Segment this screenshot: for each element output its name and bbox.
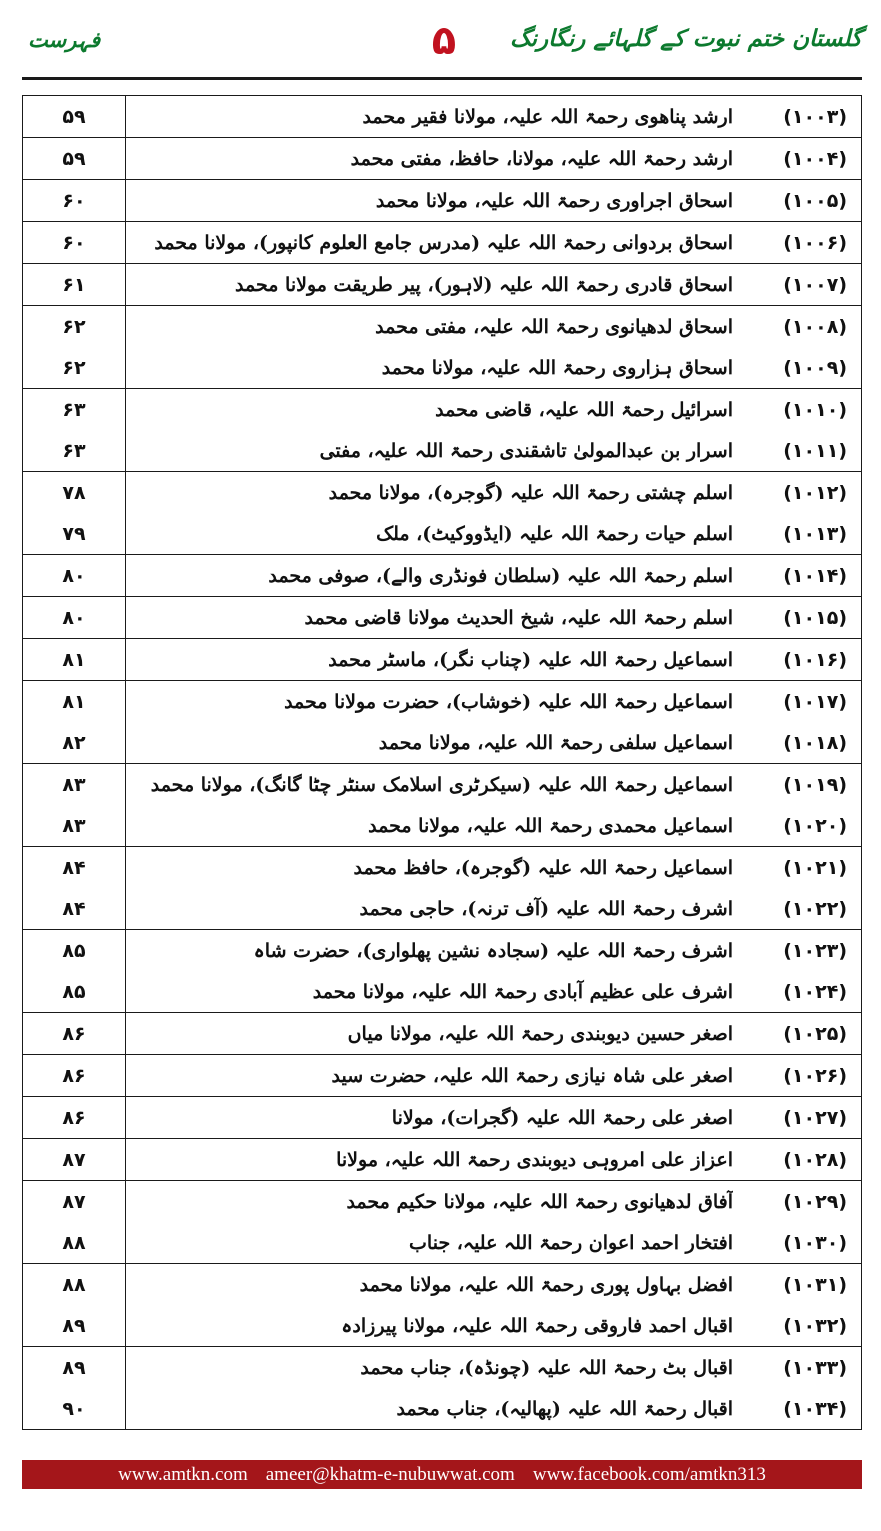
entry-name: آفاق لدھیانوی رحمۃ اللہ علیہ، مولانا حکیم محمد [346, 1190, 733, 1213]
table-row [23, 1097, 861, 1138]
entry-serial-number: (۱۰۳۲) [783, 1314, 847, 1337]
entry-group [23, 596, 861, 638]
entry-serial-number: (۱۰۱۲) [783, 481, 847, 504]
entry-name: اسلم رحمۃ اللہ علیہ (سلطان فونڈری والے)، صوفی محمد [268, 564, 733, 587]
entry-page-number: ۸۷ [23, 1139, 126, 1180]
entry-serial-number: (۱۰۲۶) [783, 1064, 847, 1087]
table-row [23, 180, 861, 221]
table-row [23, 847, 861, 888]
page-number: ۵ [431, 18, 457, 64]
entry-page-number: ۶۲ [23, 347, 126, 388]
entry-page-number: ۶۱ [23, 264, 126, 305]
entry-name: اشرف رحمۃ اللہ علیہ (آف ترنہ)، حاجی محمد [359, 897, 733, 920]
entry-page-number: ۸۸ [23, 1222, 126, 1263]
entry-name: اسحاق قادری رحمۃ اللہ علیہ (لاہور)، پیر طریقت مولانا محمد [235, 273, 733, 296]
entry-group [23, 1180, 861, 1263]
entry-group [23, 471, 861, 554]
entry-name: اشرف علی عظیم آبادی رحمۃ اللہ علیہ، مولانا محمد [312, 980, 733, 1003]
table-row [23, 888, 861, 929]
book-title: گلستان ختم نبوت کے گلہائے رنگارنگ [510, 26, 862, 52]
entry-name: افتخار احمد اعوان رحمۃ اللہ علیہ، جناب [409, 1231, 733, 1254]
entry-page-number: ۵۹ [23, 96, 126, 137]
entry-page-number: ۶۳ [23, 430, 126, 471]
entry-name: اسماعیل رحمۃ اللہ علیہ (سیکرٹری اسلامک سنٹر چٹا گانگ)، مولانا محمد [150, 773, 733, 796]
entry-page-number: ۸۳ [23, 805, 126, 846]
footer-email-link[interactable]: ameer@khatm-e-nubuwwat.com [265, 1463, 515, 1485]
entry-group [23, 137, 861, 179]
entry-page-number: ۷۹ [23, 513, 126, 554]
entry-page-number: ۸۷ [23, 1181, 126, 1222]
table-row [23, 1347, 861, 1388]
entry-page-number: ۸۶ [23, 1055, 126, 1096]
entry-name: اسحاق ہزاروی رحمۃ اللہ علیہ، مولانا محمد [381, 356, 733, 379]
footer-bar [22, 1460, 862, 1489]
entry-serial-number: (۱۰۱۸) [783, 731, 847, 754]
entry-serial-number: (۱۰۱۵) [783, 606, 847, 629]
table-row [23, 96, 861, 137]
table-row [23, 555, 861, 596]
table-row [23, 389, 861, 430]
table-row [23, 1055, 861, 1096]
entry-name: ارشد پناھوی رحمۃ اللہ علیہ، مولانا فقیر محمد [362, 105, 733, 128]
entry-group [23, 305, 861, 388]
entry-serial-number: (۱۰۲۸) [783, 1148, 847, 1171]
entry-name: اقبال رحمۃ اللہ علیہ (پھالیہ)، جناب محمد [396, 1397, 733, 1420]
entry-page-number: ۸۵ [23, 971, 126, 1012]
entry-page-number: ۸۱ [23, 681, 126, 722]
section-label: فہرست [28, 28, 101, 52]
entry-page-number: ۸۵ [23, 930, 126, 971]
entry-group [23, 1012, 861, 1054]
table-row [23, 472, 861, 513]
entry-page-number: ۵۹ [23, 138, 126, 179]
table-row [23, 1222, 861, 1263]
entry-serial-number: (۱۰۱۱) [783, 439, 847, 462]
table-row [23, 1139, 861, 1180]
entry-name: اقبال بٹ رحمۃ اللہ علیہ (چونڈہ)، جناب محمد [360, 1356, 733, 1379]
entry-serial-number: (۱۰۱۴) [783, 564, 847, 587]
table-row [23, 805, 861, 846]
entry-serial-number: (۱۰۱۳) [783, 522, 847, 545]
entry-page-number: ۶۲ [23, 306, 126, 347]
entry-page-number: ۸۸ [23, 1264, 126, 1305]
table-row [23, 639, 861, 680]
entry-page-number: ۸۴ [23, 888, 126, 929]
entry-name: اسرار بن عبدالمولیٰ تاشقندی رحمۃ اللہ علیہ، مفتی [319, 439, 733, 462]
entry-group [23, 763, 861, 846]
table-row [23, 722, 861, 763]
entry-group [23, 554, 861, 596]
table-row [23, 1305, 861, 1346]
entry-serial-number: (۱۰۲۹) [783, 1190, 847, 1213]
entry-serial-number: (۱۰۱۶) [783, 648, 847, 671]
table-row [23, 681, 861, 722]
table-row [23, 347, 861, 388]
entry-name: اعزاز علی امروہی دیوبندی رحمۃ اللہ علیہ، مولانا [336, 1148, 733, 1171]
entry-page-number: ۸۶ [23, 1097, 126, 1138]
entry-name: اسحاق اجراوری رحمۃ اللہ علیہ، مولانا محمد [375, 189, 733, 212]
index-table [22, 95, 862, 1430]
entry-serial-number: (۱۰۱۰) [783, 398, 847, 421]
entry-name: اقبال احمد فاروقی رحمۃ اللہ علیہ، مولانا پیرزادہ [341, 1314, 733, 1337]
entry-group [23, 1138, 861, 1180]
footer-facebook-link[interactable]: www.facebook.com/amtkn313 [532, 1463, 766, 1485]
entry-page-number: ۸۲ [23, 722, 126, 763]
entry-page-number: ۸۰ [23, 555, 126, 596]
entry-serial-number: (۱۰۲۵) [783, 1022, 847, 1045]
entry-serial-number: (۱۰۲۳) [783, 939, 847, 962]
entry-name: اسماعیل سلفی رحمۃ اللہ علیہ، مولانا محمد [378, 731, 733, 754]
entry-group [23, 1096, 861, 1138]
entry-group [23, 680, 861, 763]
entry-name: اصغر حسین دیوبندی رحمۃ اللہ علیہ، مولانا میاں [347, 1022, 733, 1045]
entry-serial-number: (۱۰۰۷) [783, 273, 847, 296]
table-row [23, 306, 861, 347]
table-row [23, 1013, 861, 1054]
entry-page-number: ۸۹ [23, 1305, 126, 1346]
table-row [23, 1264, 861, 1305]
entry-name: اسلم چشتی رحمۃ اللہ علیہ (گوجرہ)، مولانا محمد [328, 481, 733, 504]
entry-name: اسحاق لدھیانوی رحمۃ اللہ علیہ، مفتی محمد [375, 315, 733, 338]
table-row [23, 264, 861, 305]
entry-serial-number: (۱۰۰۸) [783, 315, 847, 338]
entry-page-number: ۶۰ [23, 222, 126, 263]
table-row [23, 138, 861, 179]
entry-serial-number: (۱۰۰۶) [783, 231, 847, 254]
entry-serial-number: (۱۰۲۴) [783, 980, 847, 1003]
entry-serial-number: (۱۰۱۷) [783, 690, 847, 713]
entry-serial-number: (۱۰۳۱) [783, 1273, 847, 1296]
entry-name: اسماعیل رحمۃ اللہ علیہ (خوشاب)، حضرت مولانا محمد [284, 690, 733, 713]
entry-name: اسرائیل رحمۃ اللہ علیہ، قاضی محمد [435, 398, 733, 421]
entry-name: اسحاق بردوانی رحمۃ اللہ علیہ (مدرس جامع العلوم کانپور)، مولانا محمد [154, 231, 733, 254]
entry-name: اسلم رحمۃ اللہ علیہ، شیخ الحدیث مولانا قاضی محمد [304, 606, 733, 629]
table-row [23, 1388, 861, 1429]
entry-page-number: ۹۰ [23, 1388, 126, 1429]
entry-name: اسماعیل رحمۃ اللہ علیہ (چناب نگر)، ماسٹر محمد [328, 648, 733, 671]
entry-page-number: ۸۰ [23, 597, 126, 638]
entry-group [23, 929, 861, 1012]
entry-group [23, 96, 861, 137]
table-row [23, 971, 861, 1012]
table-row [23, 930, 861, 971]
entry-page-number: ۸۱ [23, 639, 126, 680]
entry-serial-number: (۱۰۲۷) [783, 1106, 847, 1129]
entry-name: ارشد رحمۃ اللہ علیہ، مولانا، حافظ، مفتی محمد [350, 147, 733, 170]
entry-page-number: ۶۳ [23, 389, 126, 430]
entry-page-number: ۸۴ [23, 847, 126, 888]
entry-serial-number: (۱۰۳۰) [783, 1231, 847, 1254]
entry-page-number: ۶۰ [23, 180, 126, 221]
entry-group [23, 1054, 861, 1096]
page-header [22, 18, 862, 74]
entry-serial-number: (۱۰۰۴) [783, 147, 847, 170]
entry-page-number: ۸۳ [23, 764, 126, 805]
entry-page-number: ۸۶ [23, 1013, 126, 1054]
entry-serial-number: (۱۰۱۹) [783, 773, 847, 796]
entry-group [23, 638, 861, 680]
entry-page-number: ۷۸ [23, 472, 126, 513]
table-row [23, 1181, 861, 1222]
entry-serial-number: (۱۰۰۹) [783, 356, 847, 379]
entry-serial-number: (۱۰۲۱) [783, 856, 847, 879]
table-row [23, 222, 861, 263]
entry-serial-number: (۱۰۰۳) [783, 105, 847, 128]
table-row [23, 430, 861, 471]
entry-group [23, 179, 861, 221]
entry-group [23, 221, 861, 263]
entry-serial-number: (۱۰۲۲) [783, 897, 847, 920]
entry-serial-number: (۱۰۳۳) [783, 1356, 847, 1379]
entry-name: اسماعیل رحمۃ اللہ علیہ (گوجرہ)، حافظ محمد [353, 856, 733, 879]
entry-serial-number: (۱۰۰۵) [783, 189, 847, 212]
entry-name: اسلم حیات رحمۃ اللہ علیہ (ایڈووکیٹ)، ملک [376, 522, 733, 545]
entry-group [23, 1346, 861, 1429]
entry-page-number: ۸۹ [23, 1347, 126, 1388]
entry-name: اصغر علی رحمۃ اللہ علیہ (گجرات)، مولانا [391, 1106, 733, 1129]
table-row [23, 597, 861, 638]
header-divider [22, 77, 862, 80]
entry-name: اصغر علی شاہ نیازی رحمۃ اللہ علیہ، حضرت سید [331, 1064, 733, 1087]
entry-serial-number: (۱۰۳۴) [783, 1397, 847, 1420]
entry-group [23, 1263, 861, 1346]
entry-group [23, 263, 861, 305]
entry-group [23, 388, 861, 471]
entry-serial-number: (۱۰۲۰) [783, 814, 847, 837]
entry-group [23, 846, 861, 929]
entry-name: اشرف رحمۃ اللہ علیہ (سجادہ نشین پھلواری)، حضرت شاہ [253, 939, 733, 962]
entry-name: افضل بہاول پوری رحمۃ اللہ علیہ، مولانا محمد [359, 1273, 733, 1296]
entry-name: اسماعیل محمدی رحمۃ اللہ علیہ، مولانا محمد [368, 814, 733, 837]
table-row [23, 513, 861, 554]
footer-website-link[interactable]: www.amtkn.com [118, 1463, 248, 1485]
table-row [23, 764, 861, 805]
